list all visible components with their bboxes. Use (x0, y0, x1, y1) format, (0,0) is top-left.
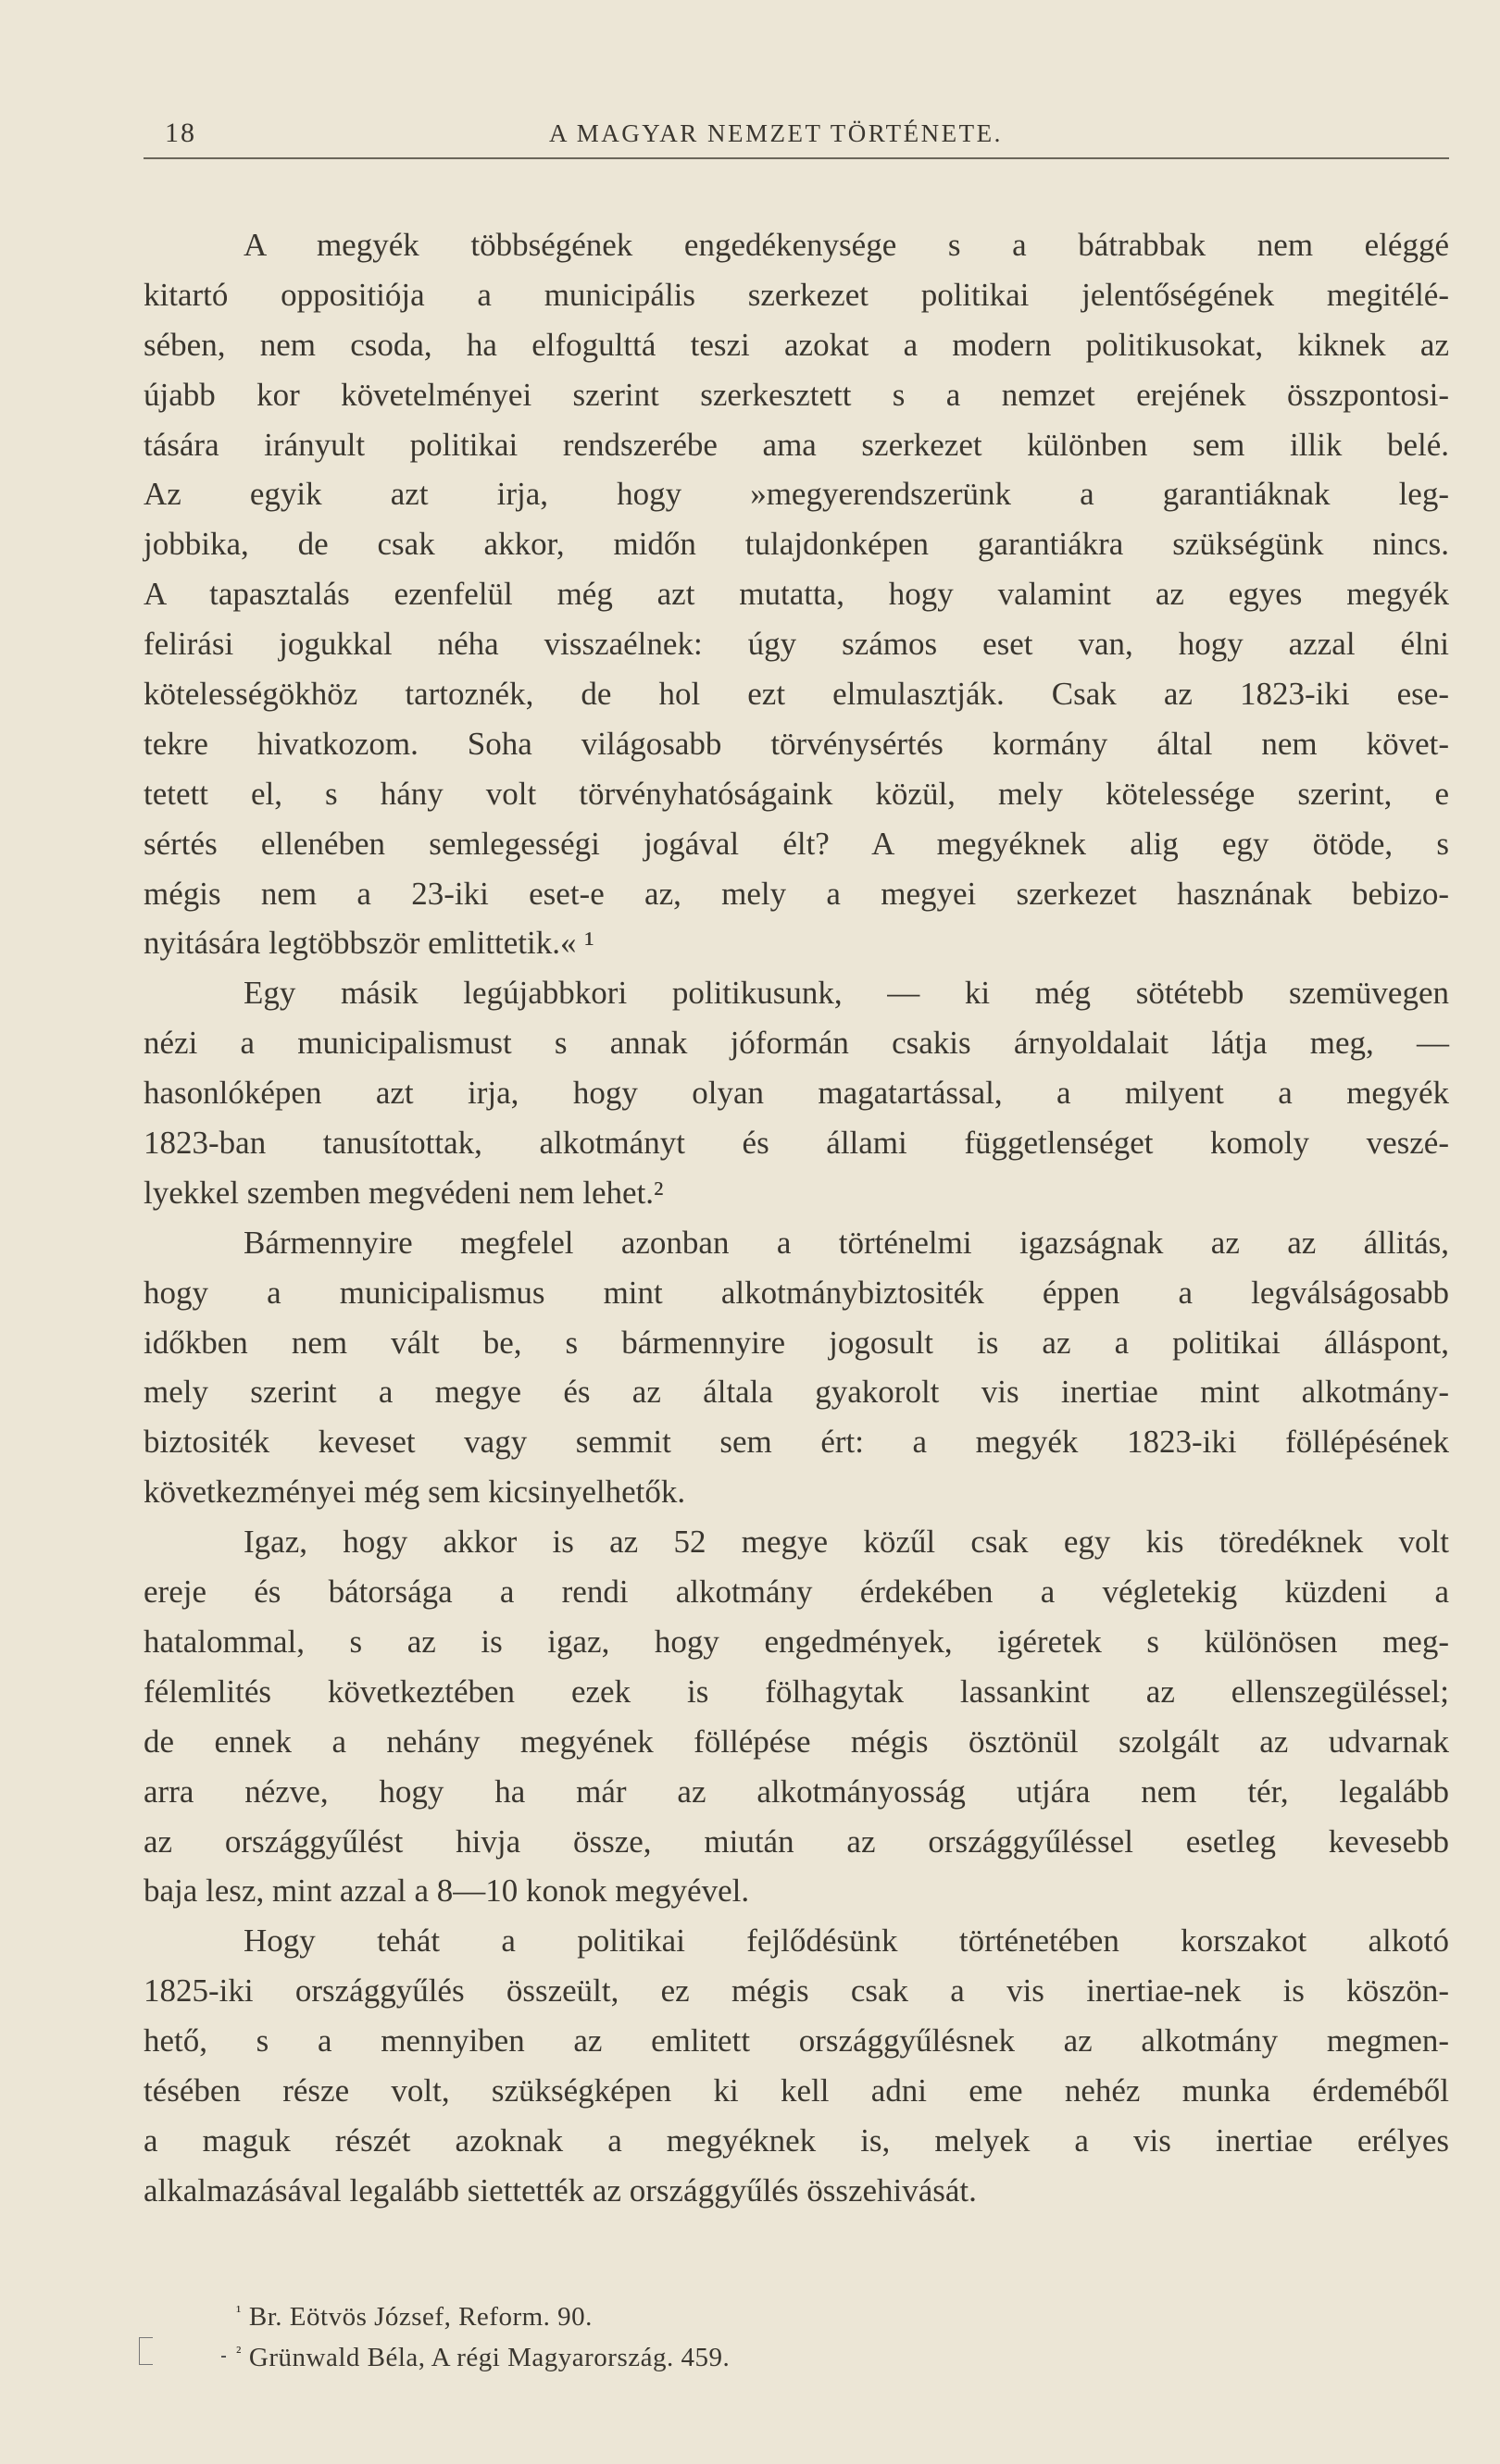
running-title: A MAGYAR NEMZET TÖRTÉNETE. (549, 119, 1003, 147)
text-line: 1825-iki országgyűlés összeült, ez mégis csak a vis inertiae-nek is köszön- (144, 1972, 1449, 2010)
text-line: következményei még sem kicsinyelhetők. (144, 1474, 686, 1511)
text-line: kötelességökhöz tartoznék, de hol ezt elmulasztják. Csak az 1823-iki ese- (144, 676, 1449, 713)
footnote-mark: ² (236, 2343, 242, 2361)
text-line: Egy másik legújabbkori politikusunk, — ki még sötétebb szemüvegen (244, 975, 1449, 1012)
text-line: Hogy tehát a politikai fejlődésünk történetében korszakot alkotó (244, 1923, 1449, 1960)
header-rule (144, 157, 1449, 159)
footnote-mark: ¹ (236, 2302, 242, 2321)
footnote-2 (144, 2332, 1449, 2372)
text-line: tetett el, s hány volt törvényhatóságaink közül, mely kötelessége szerint, e (144, 775, 1449, 812)
page-header (144, 118, 1449, 155)
text-line: baja lesz, mint azzal a 8—10 konok megyével. (144, 1873, 750, 1910)
text-line: Bármennyire megfelel azonban a történelmi igazságnak az az állitás, (244, 1224, 1449, 1261)
text-line: sértés ellenében semlegességi jogával élt? A megyéknek alig egy ötöde, s (144, 825, 1449, 862)
text-line: tására irányult politikai rendszerébe ama szerkezet különben sem illik belé. (144, 426, 1449, 463)
ink-speck (221, 2356, 226, 2358)
text-line: A megyék többségének engedékenysége s a bátrabbak nem eléggé (244, 227, 1449, 263)
text-line: időkben nem vált be, s bármennyire jogosult is az a politikai álláspont, (144, 1324, 1449, 1361)
text-line: jobbika, de csak akkor, midőn tulajdonképen garantiákra szükségünk nincs. (144, 526, 1449, 563)
text-line: hatalommal, s az is igaz, hogy engedmények, igéretek s különösen meg- (144, 1623, 1449, 1660)
text-line: alkalmazásával legalább siettették az országgyűlés összehivását. (144, 2172, 977, 2209)
text-line: mégis nem a 23-iki eset-e az, mely a megyei szerkezet hasznának bebizo- (144, 875, 1449, 912)
body-text (144, 220, 1449, 2216)
text-line: felirási jogukkal néha visszaélnek: úgy számos eset van, hogy azzal élni (144, 626, 1449, 663)
text-line: az országgyűlést hivja össze, miután az országgyűléssel esetleg kevesebb (144, 1823, 1449, 1860)
text-line: újabb kor követelményei szerint szerkesztett s a nemzet erejének összpontosi- (144, 376, 1449, 413)
margin-bracket-mark (139, 2337, 153, 2365)
text-line: mely szerint a megye és az általa gyakorolt vis inertiae mint alkotmány- (144, 1374, 1449, 1411)
text-line: lyekkel szemben megvédeni nem lehet.² (144, 1174, 664, 1211)
text-line: Az egyik azt irja, hogy »megyerendszerünk a garantiáknak leg- (144, 476, 1449, 513)
text-line: arra nézve, hogy ha már az alkotmányosság utjára nem tér, legalább (144, 1773, 1449, 1810)
text-line: nyitására legtöbbször emlittetik.« ¹ (144, 925, 594, 962)
text-line: hasonlóképen azt irja, hogy olyan magatartással, a milyent a megyék (144, 1075, 1449, 1112)
text-line: félemlités következtében ezek is fölhagytak lassankint az ellenszegüléssel; (144, 1673, 1449, 1710)
text-line: A tapasztalás ezenfelül még azt mutatta, hogy valamint az egyes megyék (144, 576, 1449, 613)
text-line: sében, nem csoda, ha elfogulttá teszi azokat a modern politikusokat, kiknek az (144, 326, 1449, 363)
text-line: biztositék keveset vagy semmit sem ért: a megyék 1823-iki föllépésének (144, 1424, 1449, 1461)
text-line: hető, s a mennyiben az emlitett országgyűlésnek az alkotmány megmen- (144, 2022, 1449, 2060)
page-number: 18 (165, 118, 196, 148)
text-line: nézi a municipalismust s annak jóformán csakis árnyoldalait látja meg, — (144, 1025, 1449, 1062)
text-line: kitartó oppositiója a municipális szerkezet politikai jelentőségének megitélé- (144, 276, 1449, 313)
text-line: Igaz, hogy akkor is az 52 megye közűl csak egy kis töredéknek volt (244, 1524, 1449, 1561)
text-line: de ennek a nehány megyének föllépése mégis ösztönül szolgált az udvarnak (144, 1723, 1449, 1760)
text-line: hogy a municipalismus mint alkotmánybiztositék éppen a legválságosabb (144, 1274, 1449, 1311)
text-line: ereje és bátorsága a rendi alkotmány érdekében a végletekig küzdeni a (144, 1574, 1449, 1611)
footnotes (144, 2291, 1449, 2372)
text-line: 1823-ban tanusítottak, alkotmányt és állami függetlenséget komoly veszé- (144, 1125, 1449, 1162)
footnote-text: Br. Eötvös József, Reform. 90. (248, 2302, 593, 2332)
footnote-text: Grünwald Béla, A régi Magyarország. 459. (248, 2343, 731, 2372)
footnote-1 (144, 2291, 1449, 2332)
text-line: tekre hivatkozom. Soha világosabb törvénysértés kormány által nem követ- (144, 725, 1449, 762)
text-line: a maguk részét azoknak a megyéknek is, melyek a vis inertiae erélyes (144, 2122, 1449, 2159)
text-line: tésében része volt, szükségképen ki kell adni eme nehéz munka érdeméből (144, 2072, 1449, 2109)
